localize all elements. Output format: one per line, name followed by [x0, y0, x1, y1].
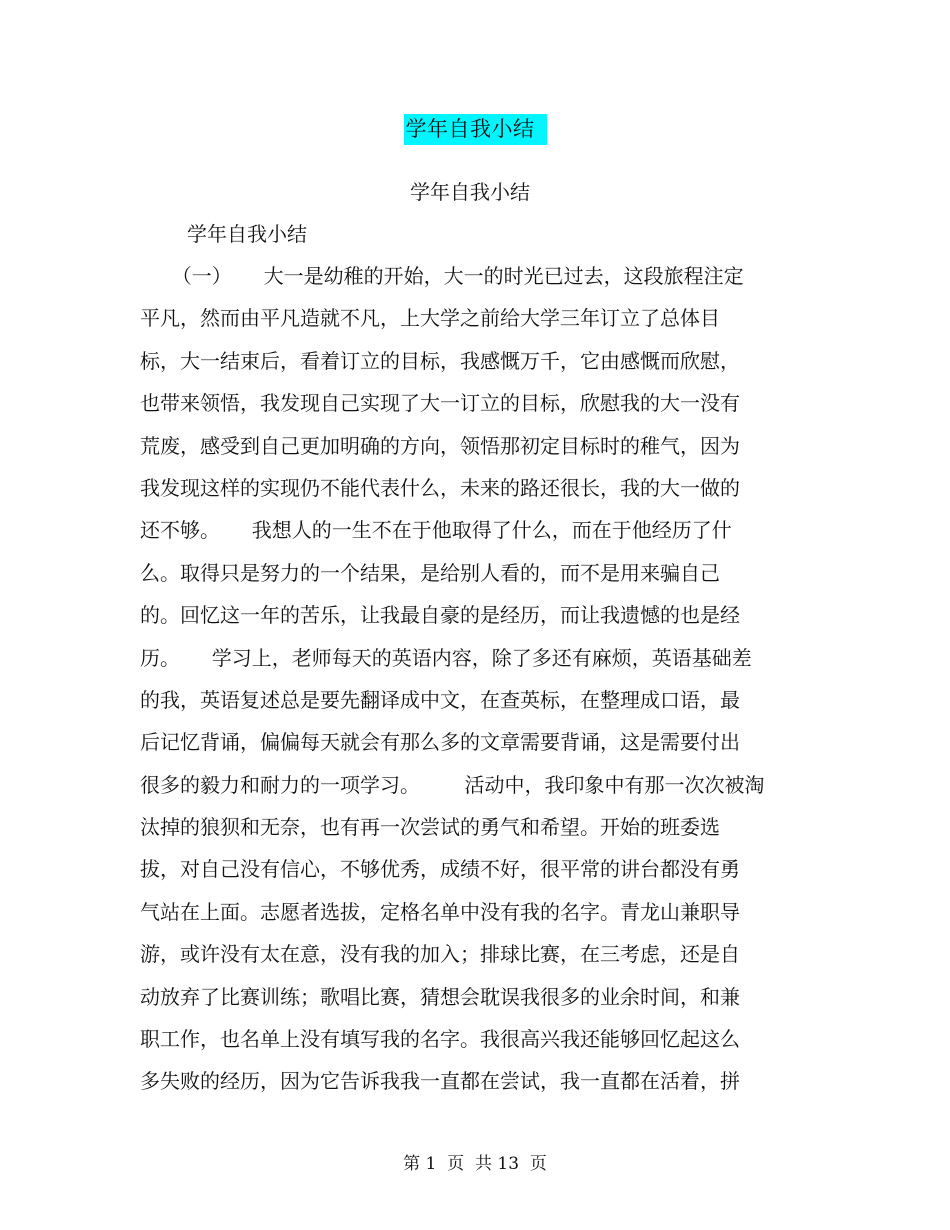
text-line: 多失败的经历，因为它告诉我我一直都在尝试，我一直都在活着，拼: [140, 1069, 740, 1094]
text-line: 我发现这样的实现仍不能代表什么，未来的路还很长，我的大一做的: [140, 475, 740, 500]
text-line: 还不够。 我想人的一生不在于他取得了什么，而在于他经历了什: [140, 518, 732, 543]
text-line: 职工作，也名单上没有填写我的名字。我很高兴我还能够回忆起这么: [140, 1027, 740, 1052]
text-line: 荒废，感受到自己更加明确的方向，领悟那初定目标时的稚气，因为: [140, 433, 740, 458]
text-line: 标，大一结束后，看着订立的目标，我感慨万千，它由感慨而欣慰，: [140, 348, 740, 373]
text-line: 也带来领悟，我发现自己实现了大一订立的目标，欣慰我的大一没有: [140, 391, 740, 416]
text-line: 平凡，然而由平凡造就不凡，上大学之前给大学三年订立了总体目: [140, 306, 720, 331]
text-line: 很多的毅力和耐力的一项学习。 活动中，我印象中有那一次次被淘: [140, 772, 765, 797]
text-line: 拔，对自己没有信心，不够优秀，成绩不好，很平常的讲台都没有勇: [140, 857, 740, 882]
text-line: 么。取得只是努力的一个结果，是给别人看的，而不是用来骗自己: [140, 560, 720, 585]
text-line: 气站在上面。志愿者选拔，定格名单中没有我的名字。青龙山兼职导: [140, 899, 740, 924]
document-title: 学年自我小结: [404, 114, 547, 145]
text-line: 动放弃了比赛训练；歌唱比赛，猜想会耽误我很多的业余时间，和兼: [140, 984, 740, 1009]
text-line: 汰掉的狼狈和无奈，也有再一次尝试的勇气和希望。开始的班委选: [140, 815, 720, 840]
text-line: 的。回忆这一年的苦乐，让我最自豪的是经历，而让我遗憾的也是经: [140, 603, 740, 628]
page-footer: 第 1 页 共 13 页: [403, 1154, 547, 1174]
section-heading: 学年自我小结: [187, 222, 307, 246]
text-line: 游，或许没有太在意，没有我的加入；排球比赛，在三考虑，还是自: [140, 942, 740, 967]
title-container: [0, 114, 950, 145]
document-subtitle: 学年自我小结: [410, 180, 530, 204]
text-line: 后记忆背诵，偏偏每天就会有那么多的文章需要背诵，这是需要付出: [140, 730, 740, 755]
text-line: 的我，英语复述总是要先翻译成中文，在查英标，在整理成口语，最: [140, 687, 740, 712]
text-line: （一） 大一是幼稚的开始，大一的时光已过去，这段旅程注定: [140, 264, 744, 288]
text-line: 历。 学习上，老师每天的英语内容，除了多还有麻烦，英语基础差: [140, 645, 752, 670]
body-text: [140, 261, 800, 1109]
